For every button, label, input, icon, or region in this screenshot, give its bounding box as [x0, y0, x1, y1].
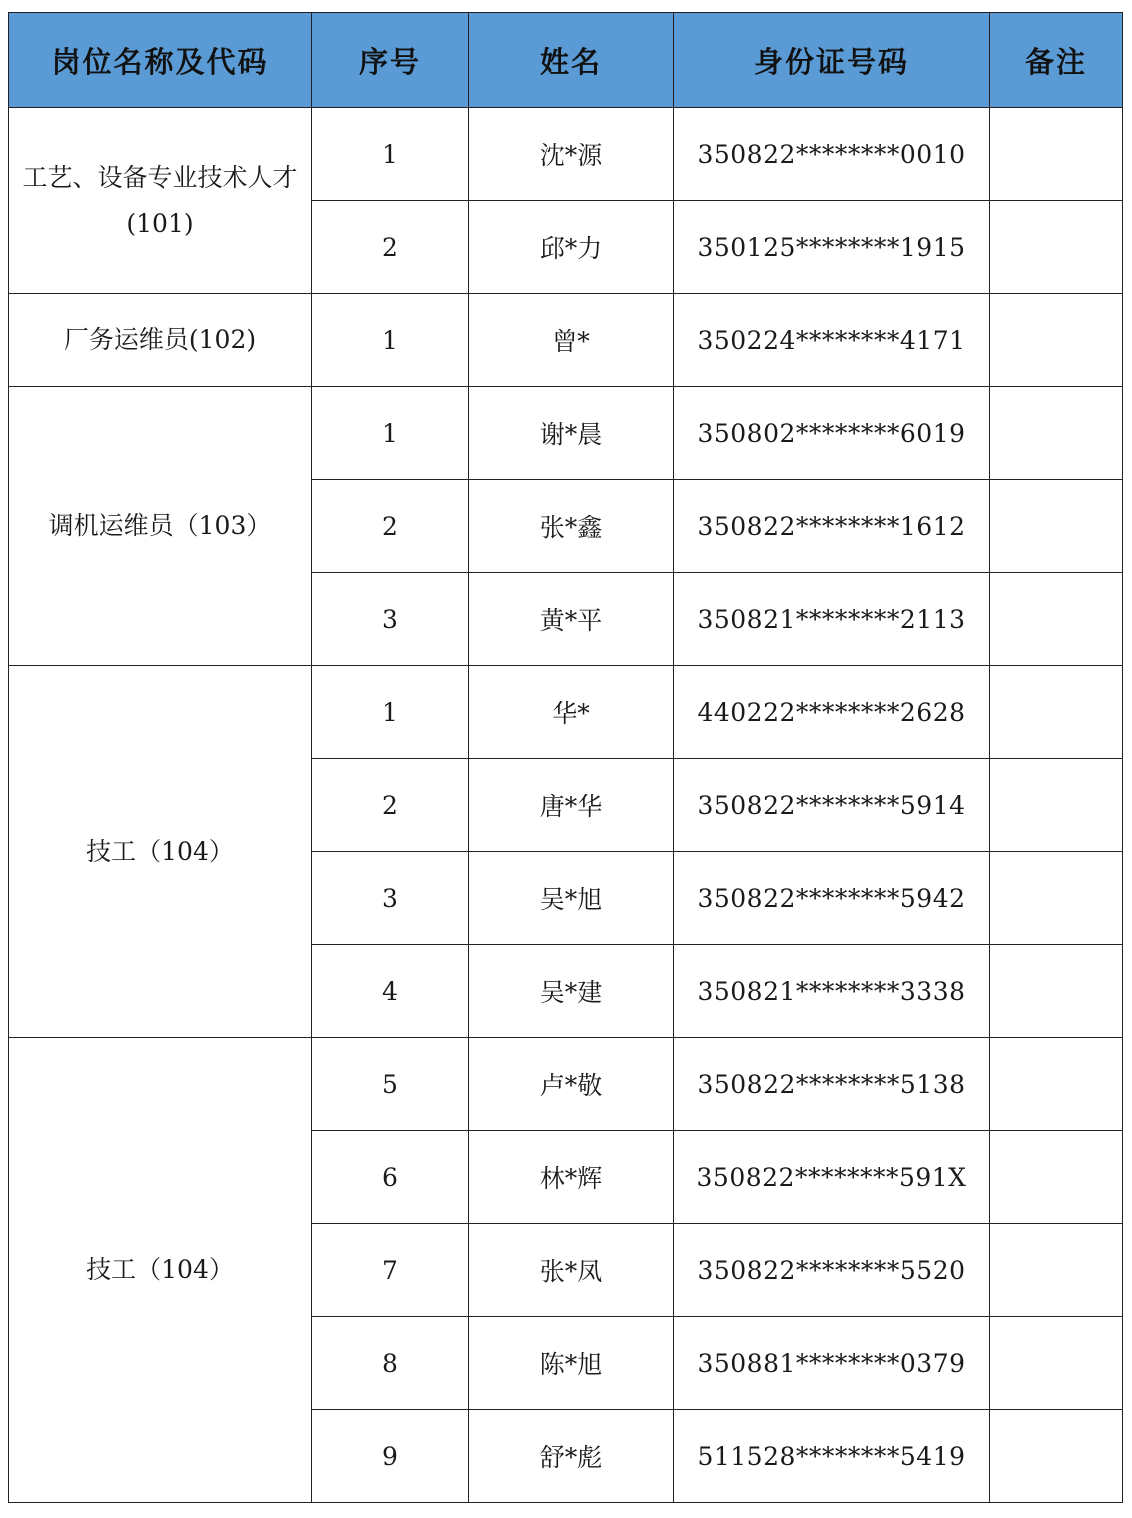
name-cell: 陈*旭 [469, 1317, 674, 1410]
id-number-cell: 350224********4171 [674, 294, 990, 387]
table-row [9, 1038, 1123, 1131]
name-cell: 沈*源 [469, 108, 674, 201]
post-cell: 厂务运维员(102) [9, 294, 312, 387]
remarks-cell [990, 1038, 1123, 1131]
post-cell: 调机运维员（103） [9, 387, 312, 666]
name-cell: 张*鑫 [469, 480, 674, 573]
id-number-cell: 350822********591X [674, 1131, 990, 1224]
number-cell: 1 [312, 294, 469, 387]
name-cell: 华* [469, 666, 674, 759]
remarks-cell [990, 852, 1123, 945]
id-number-cell: 350821********3338 [674, 945, 990, 1038]
name-cell: 唐*华 [469, 759, 674, 852]
remarks-cell [990, 480, 1123, 573]
table-header [9, 13, 1123, 108]
candidate-table [8, 12, 1123, 1503]
remarks-cell [990, 387, 1123, 480]
number-cell: 8 [312, 1317, 469, 1410]
remarks-cell [990, 666, 1123, 759]
name-cell: 吴*旭 [469, 852, 674, 945]
header-remarks: 备注 [990, 13, 1123, 108]
id-number-cell: 350821********2113 [674, 573, 990, 666]
id-number-cell: 350822********5942 [674, 852, 990, 945]
remarks-cell [990, 945, 1123, 1038]
header-number: 序号 [312, 13, 469, 108]
remarks-cell [990, 1131, 1123, 1224]
table-row [9, 108, 1123, 201]
number-cell: 2 [312, 480, 469, 573]
id-number-cell: 350822********5914 [674, 759, 990, 852]
id-number-cell: 350822********0010 [674, 108, 990, 201]
remarks-cell [990, 108, 1123, 201]
number-cell: 2 [312, 759, 469, 852]
remarks-cell [990, 1317, 1123, 1410]
remarks-cell [990, 1410, 1123, 1503]
name-cell: 谢*晨 [469, 387, 674, 480]
number-cell: 4 [312, 945, 469, 1038]
table-row [9, 666, 1123, 759]
number-cell: 1 [312, 108, 469, 201]
number-cell: 1 [312, 666, 469, 759]
table-body [9, 108, 1123, 1503]
id-number-cell: 350822********5520 [674, 1224, 990, 1317]
name-cell: 邱*力 [469, 201, 674, 294]
id-number-cell: 350881********0379 [674, 1317, 990, 1410]
name-cell: 张*凤 [469, 1224, 674, 1317]
header-name: 姓名 [469, 13, 674, 108]
name-cell: 林*辉 [469, 1131, 674, 1224]
id-number-cell: 350822********1612 [674, 480, 990, 573]
number-cell: 1 [312, 387, 469, 480]
id-number-cell: 350802********6019 [674, 387, 990, 480]
name-cell: 曾* [469, 294, 674, 387]
number-cell: 3 [312, 573, 469, 666]
name-cell: 舒*彪 [469, 1410, 674, 1503]
post-cell: 技工（104） [9, 1038, 312, 1503]
id-number-cell: 511528********5419 [674, 1410, 990, 1503]
header-id-number: 身份证号码 [674, 13, 990, 108]
id-number-cell: 350125********1915 [674, 201, 990, 294]
remarks-cell [990, 1224, 1123, 1317]
number-cell: 2 [312, 201, 469, 294]
post-cell: 技工（104） [9, 666, 312, 1038]
table-row [9, 387, 1123, 480]
header-row [9, 13, 1123, 108]
remarks-cell [990, 759, 1123, 852]
header-post: 岗位名称及代码 [9, 13, 312, 108]
remarks-cell [990, 294, 1123, 387]
post-cell: 工艺、设备专业技术人才(101) [9, 108, 312, 294]
remarks-cell [990, 573, 1123, 666]
number-cell: 7 [312, 1224, 469, 1317]
remarks-cell [990, 201, 1123, 294]
number-cell: 3 [312, 852, 469, 945]
table-row [9, 294, 1123, 387]
name-cell: 黄*平 [469, 573, 674, 666]
name-cell: 卢*敬 [469, 1038, 674, 1131]
number-cell: 9 [312, 1410, 469, 1503]
number-cell: 5 [312, 1038, 469, 1131]
id-number-cell: 350822********5138 [674, 1038, 990, 1131]
name-cell: 吴*建 [469, 945, 674, 1038]
id-number-cell: 440222********2628 [674, 666, 990, 759]
number-cell: 6 [312, 1131, 469, 1224]
